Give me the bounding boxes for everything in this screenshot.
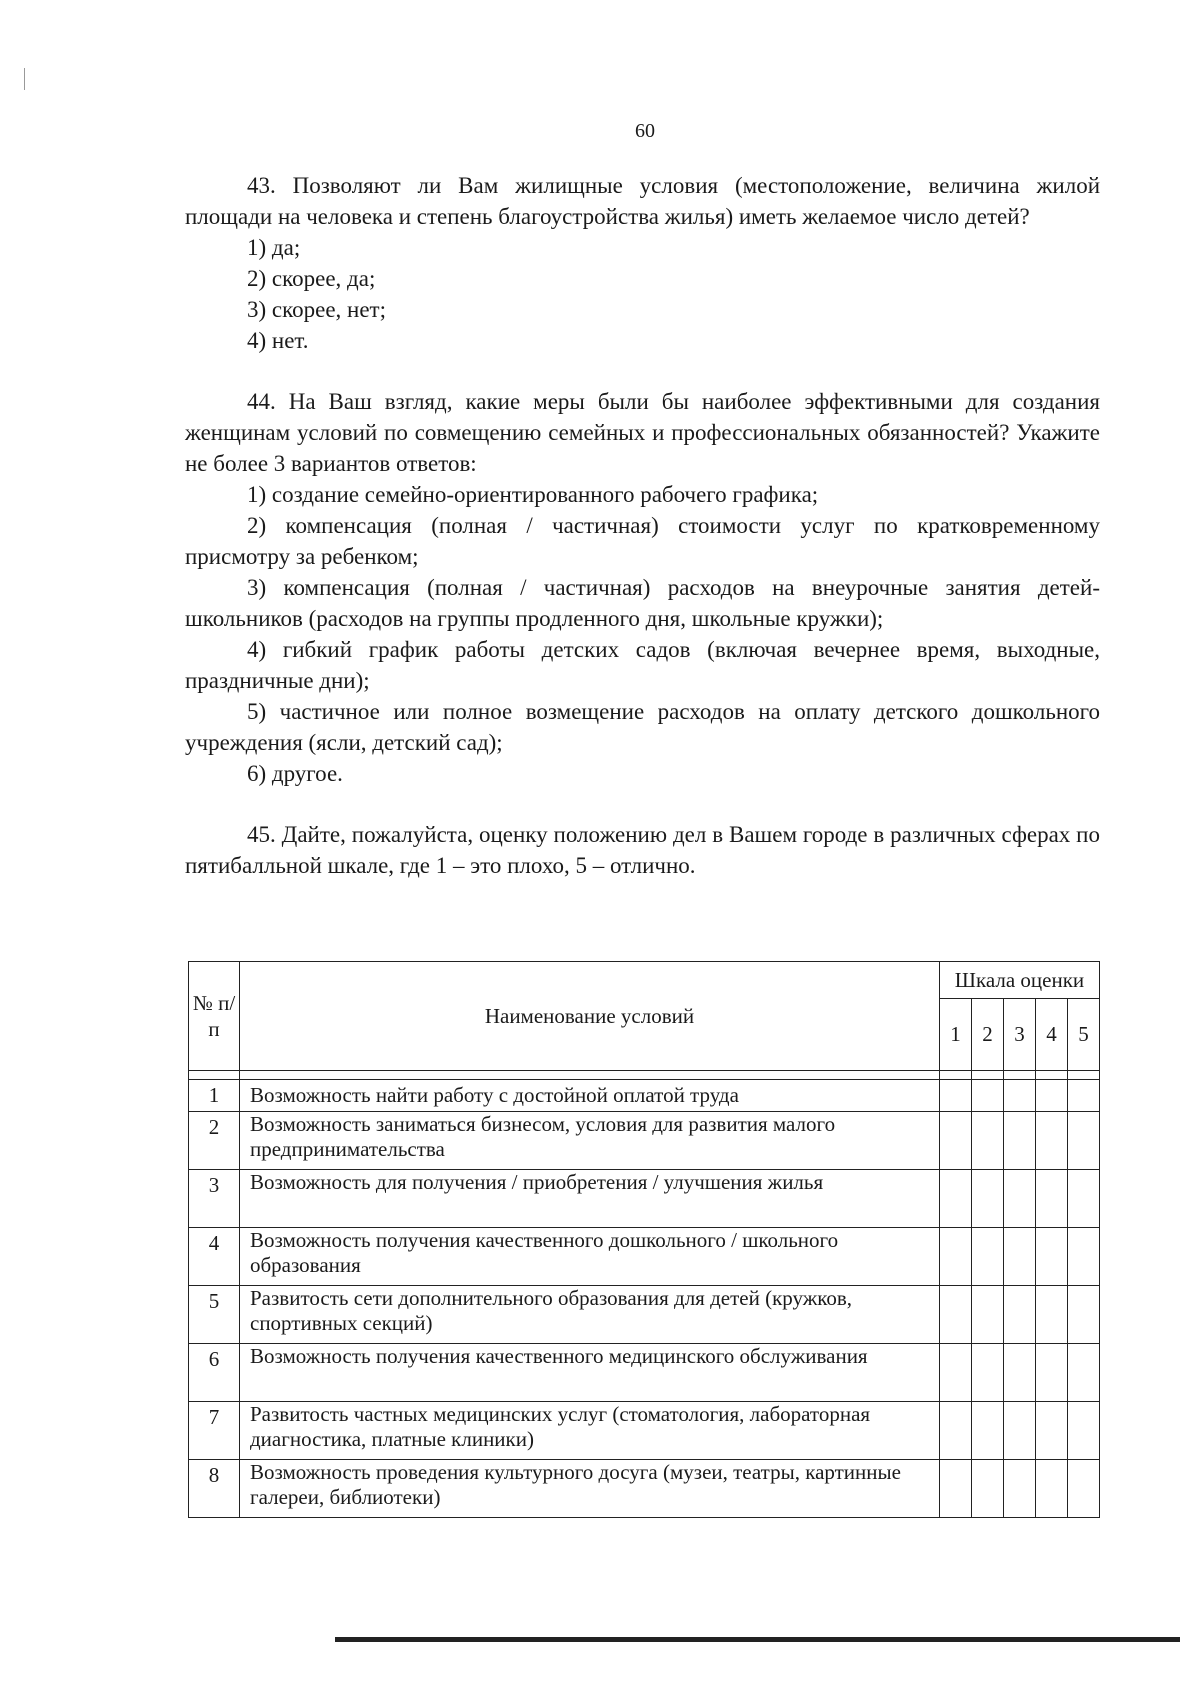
question-44-option: 5) частичное или полное возмещение расходов на оплату детского дошкольного учреждения (ясли, детский сад); [185, 699, 1100, 755]
score-cell[interactable] [1003, 1402, 1035, 1460]
score-cell[interactable] [1003, 1080, 1035, 1112]
row-num: 4 [189, 1228, 240, 1286]
score-cell[interactable] [1035, 1460, 1067, 1518]
score-cell[interactable] [939, 1286, 971, 1344]
score-cell[interactable] [971, 1112, 1003, 1170]
question-45 [185, 819, 1100, 881]
score-cell[interactable] [1003, 1228, 1035, 1286]
question-44-option: 1) создание семейно-ориентированного рабочего графика; [247, 482, 819, 507]
score-cell[interactable] [1035, 1080, 1067, 1112]
question-43-option: 2) скорее, да; [247, 266, 376, 291]
row-num: 1 [189, 1080, 240, 1112]
row-num: 2 [189, 1112, 240, 1170]
footer-rule [335, 1637, 1180, 1642]
score-cell[interactable] [1067, 1112, 1099, 1170]
score-cell[interactable] [1067, 1080, 1099, 1112]
table-row [189, 1170, 1100, 1228]
score-cell[interactable] [1003, 1112, 1035, 1170]
score-cell[interactable] [971, 1170, 1003, 1228]
spacer-row [189, 1071, 1100, 1080]
score-cell[interactable] [1003, 1460, 1035, 1518]
score-cell[interactable] [971, 1286, 1003, 1344]
row-num: 8 [189, 1460, 240, 1518]
score-cell[interactable] [1035, 1402, 1067, 1460]
question-43 [185, 170, 1100, 356]
table-row [189, 1402, 1100, 1460]
table-row [189, 1286, 1100, 1344]
row-num: 6 [189, 1344, 240, 1402]
score-cell[interactable] [1035, 1170, 1067, 1228]
question-44-text: 44. На Ваш взгляд, какие меры были бы наиболее эффективными для создания женщинам условий по совмещению семейных и профессиональных обязанностей? Укажите не более 3 вариантов ответов: [185, 389, 1100, 476]
scale-digit: 5 [1067, 999, 1099, 1071]
score-cell[interactable] [939, 1228, 971, 1286]
row-num: 5 [189, 1286, 240, 1344]
margin-mark [24, 68, 25, 90]
table-row [189, 1080, 1100, 1112]
page-number: 60 [635, 120, 655, 142]
score-cell[interactable] [1003, 1286, 1035, 1344]
score-cell[interactable] [939, 1170, 971, 1228]
score-cell[interactable] [939, 1080, 971, 1112]
score-cell[interactable] [1067, 1402, 1099, 1460]
score-cell[interactable] [1035, 1228, 1067, 1286]
table-row [189, 1344, 1100, 1402]
row-num: 7 [189, 1402, 240, 1460]
scale-digit: 1 [939, 999, 971, 1071]
rating-table [188, 961, 1100, 1518]
table-header-row [189, 962, 1100, 999]
question-43-option: 3) скорее, нет; [247, 297, 386, 322]
score-cell[interactable] [939, 1402, 971, 1460]
score-cell[interactable] [1003, 1170, 1035, 1228]
row-name: Возможность получения качественного медицинского обслуживания [240, 1344, 940, 1402]
score-cell[interactable] [939, 1112, 971, 1170]
question-44-option: 3) компенсация (полная / частичная) расходов на внеурочные занятия детей-школьников (расходов на группы продленного дня, школьные кружки); [185, 575, 1100, 631]
score-cell[interactable] [971, 1402, 1003, 1460]
score-cell[interactable] [1003, 1344, 1035, 1402]
question-44-option: 2) компенсация (полная / частичная) стоимости услуг по кратковременному присмотру за ребенком; [185, 513, 1100, 569]
table-row [189, 1228, 1100, 1286]
header-scale: Шкала оценки [939, 962, 1099, 999]
score-cell[interactable] [1067, 1344, 1099, 1402]
score-cell[interactable] [971, 1460, 1003, 1518]
table-row [189, 1112, 1100, 1170]
row-name: Возможность для получения / приобретения / улучшения жилья [240, 1170, 940, 1228]
scale-digit: 3 [1003, 999, 1035, 1071]
row-name: Возможность заниматься бизнесом, условия для развития малого предпринимательства [240, 1112, 940, 1170]
row-num: 3 [189, 1170, 240, 1228]
header-num: № п/п [189, 962, 240, 1071]
score-cell[interactable] [939, 1460, 971, 1518]
header-name: Наименование условий [240, 962, 940, 1071]
document-body [185, 170, 1100, 881]
score-cell[interactable] [1067, 1286, 1099, 1344]
score-cell[interactable] [971, 1228, 1003, 1286]
scale-digit: 2 [971, 999, 1003, 1071]
question-44 [185, 386, 1100, 789]
score-cell[interactable] [1035, 1286, 1067, 1344]
row-name: Развитость частных медицинских услуг (стоматология, лабораторная диагностика, платные клиники) [240, 1402, 940, 1460]
score-cell[interactable] [1035, 1112, 1067, 1170]
row-name: Возможность найти работу с достойной оплатой труда [240, 1080, 940, 1112]
question-44-option: 6) другое. [247, 761, 343, 786]
question-43-option: 4) нет. [247, 328, 309, 353]
score-cell[interactable] [939, 1344, 971, 1402]
row-name: Возможность проведения культурного досуга (музеи, театры, картинные галереи, библиотеки) [240, 1460, 940, 1518]
score-cell[interactable] [1035, 1344, 1067, 1402]
row-name: Развитость сети дополнительного образования для детей (кружков, спортивных секций) [240, 1286, 940, 1344]
scale-digit: 4 [1035, 999, 1067, 1071]
question-43-option: 1) да; [247, 235, 301, 260]
score-cell[interactable] [971, 1080, 1003, 1112]
score-cell[interactable] [971, 1344, 1003, 1402]
question-44-option: 4) гибкий график работы детских садов (включая вечернее время, выходные, праздничные дни); [185, 637, 1100, 693]
row-name: Возможность получения качественного дошкольного / школьного образования [240, 1228, 940, 1286]
score-cell[interactable] [1067, 1170, 1099, 1228]
score-cell[interactable] [1067, 1460, 1099, 1518]
table-row [189, 1460, 1100, 1518]
score-cell[interactable] [1067, 1228, 1099, 1286]
question-43-text: 43. Позволяют ли Вам жилищные условия (местоположение, величина жилой площади на человека и степень благоустройства жилья) иметь желаемое число детей? [185, 173, 1100, 229]
question-45-text: 45. Дайте, пожалуйста, оценку положению дел в Вашем городе в различных сферах по пятибалльной шкале, где 1 – это плохо, 5 – отлично. [185, 822, 1100, 878]
